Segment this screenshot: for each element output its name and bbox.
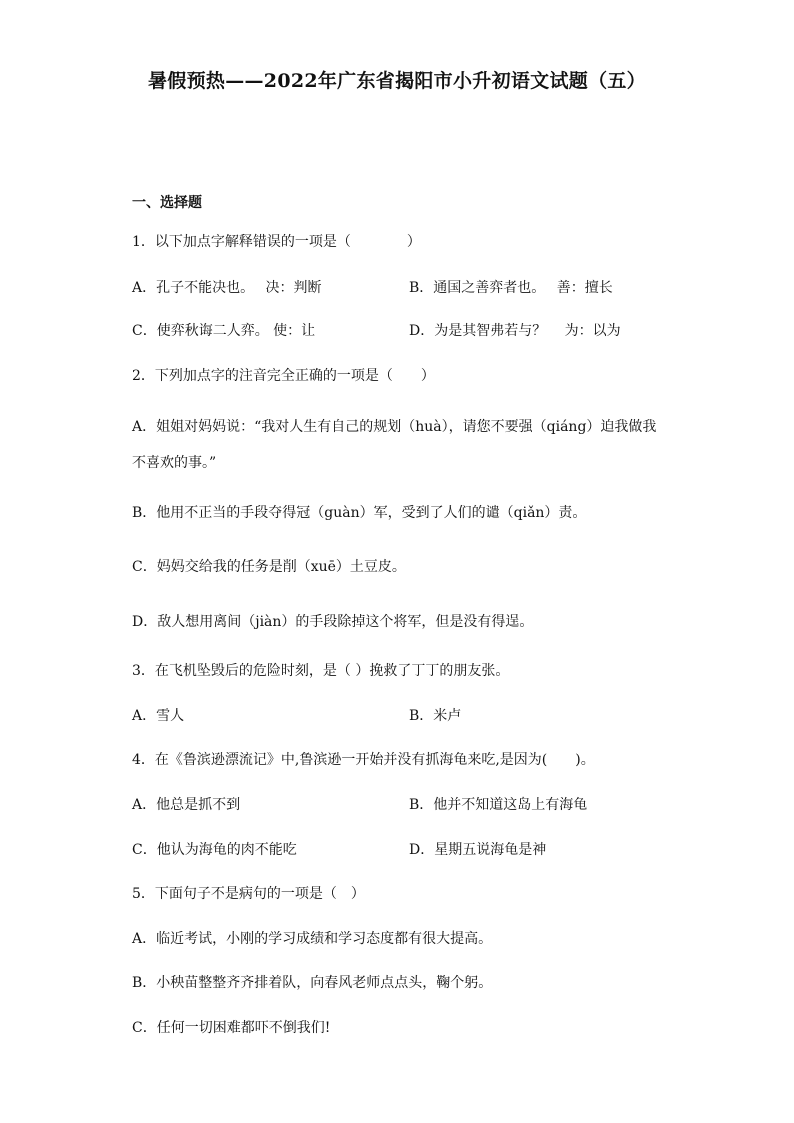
question-1-option-b: B．通国之善弈者也。 善：擅长 [409, 280, 613, 296]
question-2-option-a-line2: 不喜欢的事。” [132, 455, 217, 471]
question-2-stem: 2．下列加点字的注音完全正确的一项是（ ） [132, 368, 435, 384]
question-3-option-a: A．雪人 [132, 708, 185, 724]
question-4-option-b: B．他并不知道这岛上有海龟 [409, 797, 588, 813]
question-3-stem: 3．在飞机坠毁后的危险时刻，是（ ）挽救了丁丁的朋友张。 [132, 663, 510, 679]
question-5-stem: 5．下面句子不是病句的一项是（ ） [132, 886, 365, 902]
question-2-option-d: D．敌人想用离间（jiàn）的手段除掉这个将军，但是没有得逞。 [132, 614, 534, 630]
question-4-option-a: A．他总是抓不到 [132, 797, 241, 813]
section-heading: 一、选择题 [132, 195, 202, 211]
question-2-option-b: B．他用不正当的手段夺得冠（guàn）军，受到了人们的谴（qiǎn）责。 [132, 505, 587, 521]
question-5-option-b: B．小秧苗整整齐齐排着队，向春风老师点点头，鞠个躬。 [132, 975, 493, 991]
question-1-option-d: D．为是其智弗若与？ 为：以为 [409, 323, 621, 339]
question-1-option-a: A．孔子不能决也。 决：判断 [132, 280, 322, 296]
question-1-option-c: C．使弈秋诲二人弈。 使：让 [132, 323, 316, 339]
question-5-option-c: C．任何一切困难都吓不倒我们! [132, 1020, 331, 1036]
question-2-option-c: C．妈妈交给我的任务是削（xuē）土豆皮。 [132, 559, 406, 575]
question-4-option-c: C．他认为海龟的肉不能吃 [132, 842, 297, 858]
question-1-stem: 1．以下加点字解释错误的一项是（ ） [132, 234, 421, 250]
question-4-stem: 4．在《鲁滨逊漂流记》中,鲁滨逊一开始并没有抓海龟来吃,是因为( )。 [132, 752, 595, 768]
question-5-option-a: A．临近考试，小刚的学习成绩和学习态度都有很大提高。 [132, 931, 493, 947]
question-2-option-a-line1: A．姐姐对妈妈说：“我对人生有自己的规划（huà），请您不要强（qiáng）迫我做我 [132, 419, 657, 435]
question-4-option-d: D．星期五说海龟是神 [409, 842, 547, 858]
question-3-option-b: B．米卢 [409, 708, 462, 724]
document-title: 暑假预热——2022年广东省揭阳市小升初语文试题（五） [148, 70, 646, 92]
